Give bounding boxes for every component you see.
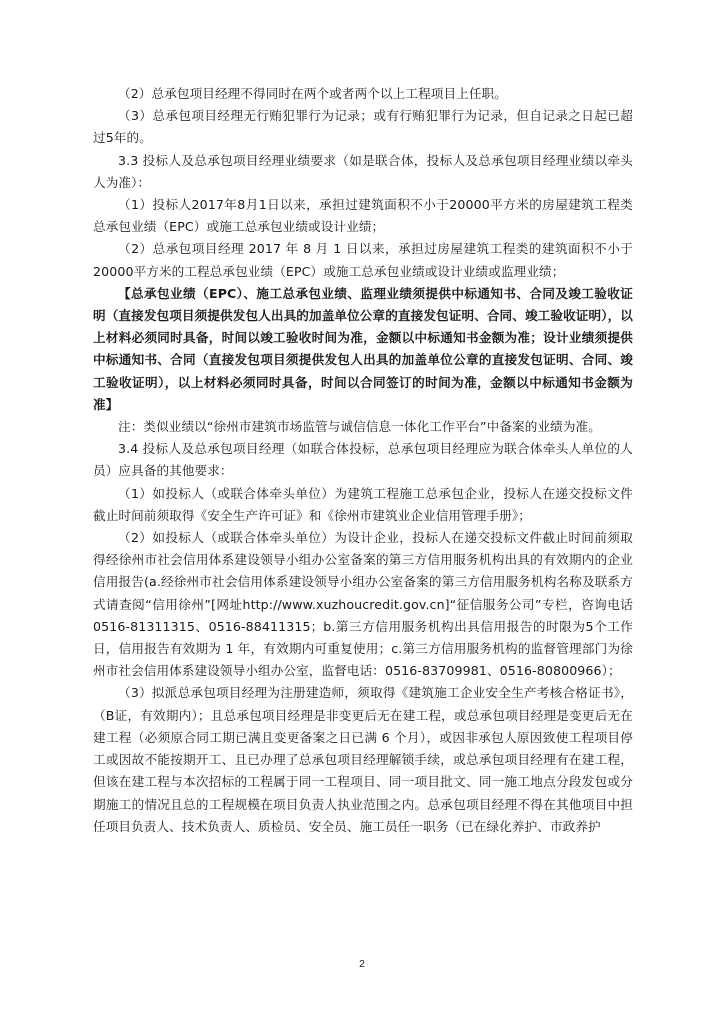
paragraph-project-manager-qualification: （3）拟派总承包项目经理为注册建造师，须取得《建筑施工企业安全生产考核合格证书》，（B证，有效期内）；且总承包项目经理是非变更后无在建工程，或总承包项目经理是变更后无在建工程（必须原合同工期已满且变更备案之日已满 6 个月），或因非承包人原因致使工程项目停工或因故不能按期开工、且已办理了总承包项目经理解锁手续，或总承包项目经理有在建工程，但该在建工程与本次招标的工程属于同一工程项目、同一项目批文、同一施工地点分段发包或分期施工的情况且总的工程规模在项目负责人执业范围之内。总承包项目经理不得在其他项目中担任项目负责人、技术负责人、质检员、安全员、施工员任一职务（已在绿化养护、市政养护 <box>93 685 633 834</box>
paragraph-section-3-4-heading: 3.4 投标人及总承包项目经理（如联合体投标，总承包项目经理应为联合体牵头人单位的人员）应具备的其他要求： <box>93 441 633 479</box>
paragraph-construction-enterprise-requirement: （1）如投标人（或联合体牵头单位）为建筑工程施工总承包企业，投标人在递交投标文件截止时间前须取得《安全生产许可证》和《徐州市建筑业企业信用管理手册》； <box>93 485 633 523</box>
paragraph-section-3-3-heading: 3.3 投标人及总承包项目经理业绩要求（如是联合体，投标人及总承包项目经理业绩以牵头人为准）： <box>93 152 633 190</box>
paragraph-performance-evidence-note: 【总承包业绩（EPC）、施工总承包业绩、监理业绩须提供中标通知书、合同及竣工验收证明（直接发包项目须提供发包人出具的加盖单位公章的直接发包证明、合同、竣工验收证明），以上材料必须同时具备，时间以竣工验收时间为准，金额以中标通知书金额为准；设计业绩须提供中标通知书、合同（直接发包项目须提供发包人出具的加盖单位公章的直接发包证明、合同、竣工验收证明），以上材料必须同时具备，时间以合同签订的时间为准，金额以中标通知书金额为准】 <box>93 285 633 412</box>
paragraph-design-enterprise-credit-report: （2）如投标人（或联合体牵头单位）为设计企业，投标人在递交投标文件截止时间前须取得经徐州市社会信用体系建设领导小组办公室备案的第三方信用服务机构出具的有效期内的企业信用报告(a.经徐州市社会信用体系建设领导小组办公室备案的第三方信用服务机构名称及联系方式请查阅“信用徐州”[网址http://www.xuzhoucredit.gov.cn]“征信服务公司”专栏，咨询电话0516-81311315、0516-88411315；b.第三方信用服务机构出具信用报告的时限为5个工作日，信用报告有效期为 1 年，有效期内可重复使用；c.第三方信用服务机构的监督管理部门为徐州市社会信用体系建设领导小组办公室，监督电话：0516-83709981、0516-80800966）； <box>93 530 633 679</box>
document-body <box>93 83 633 838</box>
page-number: 2 <box>359 958 365 970</box>
paragraph-similar-performance-note: 注：类似业绩以“徐州市建筑市场监管与诚信信息一体化工作平台”中备案的业绩为准。 <box>118 419 601 435</box>
paragraph-project-manager-single-post: （2）总承包项目经理不得同时在两个或者两个以上工程项目上任职。 <box>118 86 507 101</box>
paragraph-bribery-record: （3）总承包项目经理无行贿犯罪行为记录；或有行贿犯罪行为记录，但自记录之日起已超过5年的。 <box>93 108 633 146</box>
paragraph-manager-performance: （2）总承包项目经理 2017 年 8 月 1 日以来，承担过房屋建筑工程类的建筑面积不小于20000平方米的工程总承包业绩（EPC）或施工总承包业绩或设计业绩或监理业绩； <box>93 241 633 279</box>
paragraph-bidder-performance: （1）投标人2017年8月1日以来，承担过建筑面积不小于20000平方米的房屋建筑工程类总承包业绩（EPC）或施工总承包业绩或设计业绩； <box>93 197 633 235</box>
